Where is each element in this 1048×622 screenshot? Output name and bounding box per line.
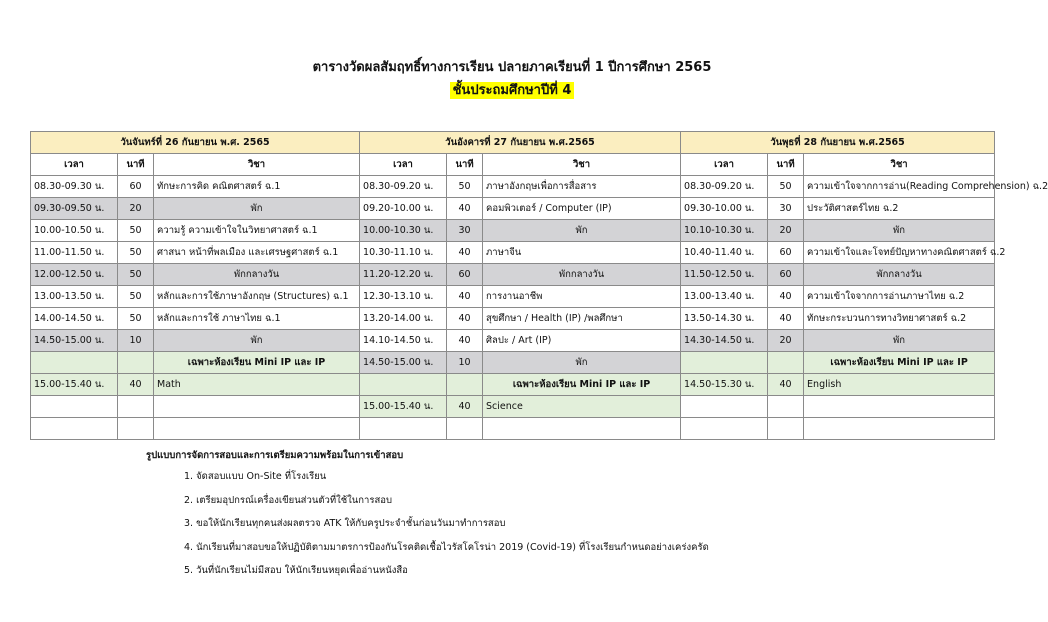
table-row	[31, 396, 995, 418]
subject-cell	[154, 396, 360, 418]
note-item: 1. จัดสอบแบบ On-Site ที่โรงเรียน	[184, 471, 327, 482]
minutes-cell: 30	[447, 220, 483, 242]
column-header: นาที	[118, 154, 154, 176]
time-cell	[31, 418, 118, 440]
day-header-row	[31, 132, 995, 154]
time-cell: 14.50-15.00 น.	[360, 352, 447, 374]
table-row	[31, 264, 995, 286]
time-cell: 10.10-10.30 น.	[681, 220, 768, 242]
time-cell: 08.30-09.30 น.	[31, 176, 118, 198]
time-cell: 13.20-14.00 น.	[360, 308, 447, 330]
column-header: เวลา	[681, 154, 768, 176]
time-cell	[31, 396, 118, 418]
minutes-cell: 40	[768, 286, 804, 308]
minutes-cell: 50	[447, 176, 483, 198]
column-header: เวลา	[360, 154, 447, 176]
subject-cell: พักกลางวัน	[804, 264, 995, 286]
subject-cell: ภาษาจีน	[483, 242, 681, 264]
minutes-cell: 40	[118, 374, 154, 396]
subject-cell: ความเข้าใจจากการอ่านภาษาไทย ฉ.2	[804, 286, 995, 308]
minutes-cell: 40	[447, 396, 483, 418]
subject-cell: การงานอาชีพ	[483, 286, 681, 308]
subject-cell: พัก	[804, 220, 995, 242]
time-cell: 09.20-10.00 น.	[360, 198, 447, 220]
time-cell	[360, 374, 447, 396]
subject-cell: สุขศึกษา / Health (IP) /พลศึกษา	[483, 308, 681, 330]
table-row	[31, 176, 995, 198]
table-row	[31, 418, 995, 440]
time-cell: 14.50-15.00 น.	[31, 330, 118, 352]
table-row	[31, 286, 995, 308]
time-cell: 14.00-14.50 น.	[31, 308, 118, 330]
subject-cell	[483, 418, 681, 440]
subject-cell: Math	[154, 374, 360, 396]
minutes-cell: 40	[447, 242, 483, 264]
minutes-cell	[118, 352, 154, 374]
column-header-row	[31, 154, 995, 176]
minutes-cell	[118, 418, 154, 440]
subject-cell: เฉพาะห้องเรียน Mini IP และ IP	[804, 352, 995, 374]
minutes-cell: 20	[118, 198, 154, 220]
minutes-cell: 40	[447, 198, 483, 220]
time-cell: 13.00-13.50 น.	[31, 286, 118, 308]
minutes-cell: 50	[118, 286, 154, 308]
minutes-cell	[447, 418, 483, 440]
minutes-cell: 30	[768, 198, 804, 220]
column-header: นาที	[768, 154, 804, 176]
time-cell: 15.00-15.40 น.	[360, 396, 447, 418]
subject-cell: ความรู้ ความเข้าใจในวิทยาศาสตร์ ฉ.1	[154, 220, 360, 242]
column-header: วิชา	[154, 154, 360, 176]
minutes-cell	[118, 396, 154, 418]
time-cell: 12.30-13.10 น.	[360, 286, 447, 308]
time-cell: 09.30-09.50 น.	[31, 198, 118, 220]
minutes-cell: 50	[118, 220, 154, 242]
minutes-cell	[768, 396, 804, 418]
minutes-cell: 60	[118, 176, 154, 198]
subject-cell: ภาษาอังกฤษเพื่อการสื่อสาร	[483, 176, 681, 198]
minutes-cell: 40	[447, 308, 483, 330]
subject-cell: พัก	[483, 352, 681, 374]
subject-cell: หลักและการใช้ภาษาอังกฤษ (Structures) ฉ.1	[154, 286, 360, 308]
subject-cell: ทักษะการคิด คณิตศาสตร์ ฉ.1	[154, 176, 360, 198]
subject-cell: พักกลางวัน	[483, 264, 681, 286]
subject-cell: ความเข้าใจจากการอ่าน(Reading Comprehension) ฉ.2	[804, 176, 995, 198]
time-cell	[360, 418, 447, 440]
subject-cell	[804, 396, 995, 418]
subject-cell: ความเข้าใจและโจทย์ปัญหาทางคณิตศาสตร์ ฉ.2	[804, 242, 995, 264]
minutes-cell	[768, 352, 804, 374]
day-header: วันจันทร์ที่ 26 กันยายน พ.ศ. 2565	[31, 132, 360, 154]
day-header: วันอังคารที่ 27 กันยายน พ.ศ.2565	[360, 132, 681, 154]
subject-cell: คอมพิวเตอร์ / Computer (IP)	[483, 198, 681, 220]
column-header: วิชา	[804, 154, 995, 176]
note-item: 3. ขอให้นักเรียนทุกคนส่งผลตรวจ ATK ให้กับครูประจำชั้นก่อนวันมาทำการสอบ	[184, 518, 506, 530]
minutes-cell: 60	[768, 264, 804, 286]
subtitle-highlight: ชั้นประถมศึกษาปีที่ 4	[450, 82, 575, 99]
minutes-cell: 20	[768, 330, 804, 352]
time-cell: 14.50-15.30 น.	[681, 374, 768, 396]
subject-cell: หลักและการใช้ ภาษาไทย ฉ.1	[154, 308, 360, 330]
minutes-cell: 40	[768, 308, 804, 330]
subject-cell: ประวัติศาสตร์ไทย ฉ.2	[804, 198, 995, 220]
minutes-cell: 10	[447, 352, 483, 374]
time-cell: 10.40-11.40 น.	[681, 242, 768, 264]
minutes-cell	[768, 418, 804, 440]
subject-cell: พัก	[154, 198, 360, 220]
time-cell: 10.30-11.10 น.	[360, 242, 447, 264]
column-header: วิชา	[483, 154, 681, 176]
exam-schedule-table	[30, 131, 1048, 440]
subject-cell: Science	[483, 396, 681, 418]
time-cell	[681, 418, 768, 440]
table-row	[31, 330, 995, 352]
column-header: เวลา	[31, 154, 118, 176]
subject-cell: ศาสนา หน้าที่พลเมือง และเศรษฐศาสตร์ ฉ.1	[154, 242, 360, 264]
page-title: ตารางวัดผลสัมฤทธิ์ทางการเรียน ปลายภาคเรียนที่ 1 ปีการศึกษา 2565	[312, 60, 712, 75]
time-cell: 11.20-12.20 น.	[360, 264, 447, 286]
subject-cell: เฉพาะห้องเรียน Mini IP และ IP	[483, 374, 681, 396]
minutes-cell: 40	[447, 330, 483, 352]
time-cell: 12.00-12.50 น.	[31, 264, 118, 286]
time-cell: 10.00-10.30 น.	[360, 220, 447, 242]
minutes-cell: 50	[118, 308, 154, 330]
subject-cell: English	[804, 374, 995, 396]
notes-heading: รูปแบบการจัดการสอบและการเตรียมความพร้อมในการเข้าสอบ	[146, 450, 404, 461]
subject-cell	[804, 418, 995, 440]
exam-notes	[146, 448, 709, 587]
time-cell: 13.50-14.30 น.	[681, 308, 768, 330]
table-row	[31, 352, 995, 374]
time-cell: 14.30-14.50 น.	[681, 330, 768, 352]
time-cell: 08.30-09.20 น.	[360, 176, 447, 198]
time-cell	[681, 396, 768, 418]
table-row	[31, 374, 995, 396]
note-item: 5. วันที่นักเรียนไม่มีสอบ ให้นักเรียนหยุดเพื่ออ่านหนังสือ	[184, 565, 408, 577]
time-cell	[681, 352, 768, 374]
column-header: นาที	[447, 154, 483, 176]
minutes-cell: 40	[768, 374, 804, 396]
minutes-cell: 60	[768, 242, 804, 264]
table-row	[31, 308, 995, 330]
minutes-cell: 60	[447, 264, 483, 286]
minutes-cell: 10	[118, 330, 154, 352]
time-cell: 11.50-12.50 น.	[681, 264, 768, 286]
time-cell	[31, 352, 118, 374]
note-item: 4. นักเรียนที่มาสอบขอให้ปฏิบัติตามมาตรการป้องกันโรคติดเชื้อไวรัสโคโรน่า 2019 (Covid-19) ที่โรงเรียนกำหนดอย่างเคร่งครัด	[184, 541, 709, 553]
table-row	[31, 198, 995, 220]
minutes-cell: 20	[768, 220, 804, 242]
subject-cell: พัก	[154, 330, 360, 352]
table-row	[31, 242, 995, 264]
minutes-cell: 50	[768, 176, 804, 198]
subject-cell: พัก	[483, 220, 681, 242]
subject-cell: พักกลางวัน	[154, 264, 360, 286]
day-header: วันพุธที่ 28 กันยายน พ.ศ.2565	[681, 132, 995, 154]
minutes-cell	[447, 374, 483, 396]
subject-cell	[154, 418, 360, 440]
time-cell: 09.30-10.00 น.	[681, 198, 768, 220]
table-row	[31, 220, 995, 242]
subject-cell: ทักษะกระบวนการทางวิทยาศาสตร์ ฉ.2	[804, 308, 995, 330]
note-item: 2. เตรียมอุปกรณ์เครื่องเขียนส่วนตัวที่ใช้ในการสอบ	[184, 494, 393, 506]
subject-cell: ศิลปะ / Art (IP)	[483, 330, 681, 352]
time-cell: 10.00-10.50 น.	[31, 220, 118, 242]
subject-cell: พัก	[804, 330, 995, 352]
time-cell: 14.10-14.50 น.	[360, 330, 447, 352]
page-subtitle	[0, 79, 1024, 100]
subject-cell: เฉพาะห้องเรียน Mini IP และ IP	[154, 352, 360, 374]
time-cell: 15.00-15.40 น.	[31, 374, 118, 396]
minutes-cell: 50	[118, 264, 154, 286]
minutes-cell: 40	[447, 286, 483, 308]
time-cell: 11.00-11.50 น.	[31, 242, 118, 264]
time-cell: 08.30-09.20 น.	[681, 176, 768, 198]
time-cell: 13.00-13.40 น.	[681, 286, 768, 308]
minutes-cell: 50	[118, 242, 154, 264]
